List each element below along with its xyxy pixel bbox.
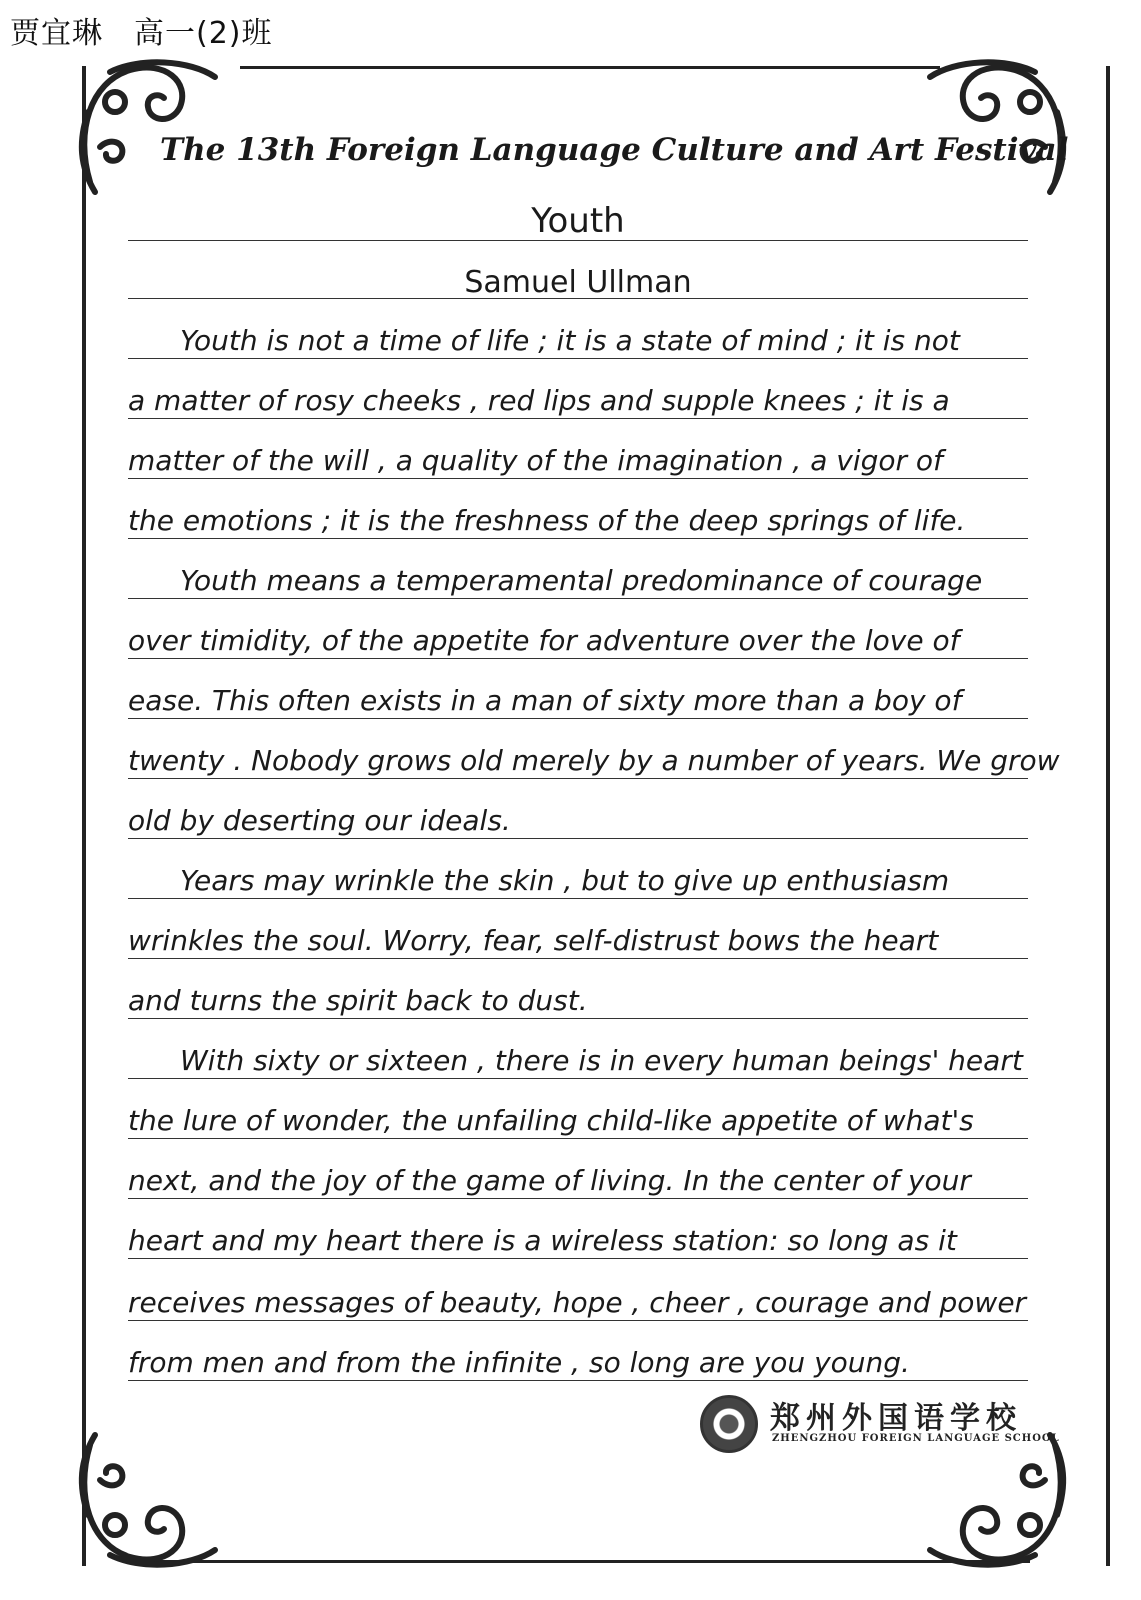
ruled-line xyxy=(128,1380,1028,1381)
poem-line: With sixty or sixteen , there is in every human beings' heart xyxy=(180,1044,1023,1077)
frame-top-border xyxy=(240,66,940,69)
poem-line: over timidity, of the appetite for adventure over the love of xyxy=(128,624,960,657)
poem-author: Samuel Ullman xyxy=(464,265,692,300)
ruled-line xyxy=(128,298,1028,299)
corner-ornament-top-right xyxy=(925,52,1075,202)
corner-ornament-bottom-left xyxy=(70,1425,220,1575)
festival-title: The 13th Foreign Language Culture and Art Festival xyxy=(160,132,1069,168)
poem-line: Years may wrinkle the skin , but to give up enthusiasm xyxy=(180,864,950,897)
poem-line: the emotions ; it is the freshness of the deep springs of life. xyxy=(128,504,966,537)
ruled-line xyxy=(128,958,1028,959)
poem-line: from men and from the infinite , so long are you young. xyxy=(128,1346,910,1379)
ruled-line xyxy=(128,1138,1028,1139)
ruled-line xyxy=(128,658,1028,659)
poem-line: receives messages of beauty, hope , cheer , courage and power xyxy=(128,1286,1027,1319)
poem-line: wrinkles the soul. Worry, fear, self-distrust bows the heart xyxy=(128,924,939,957)
poem-line: Youth means a temperamental predominance of courage xyxy=(180,564,983,597)
poem-line: heart and my heart there is a wireless station: so long as it xyxy=(128,1224,957,1257)
poem-line: twenty . Nobody grows old merely by a number of years. We grow xyxy=(128,744,1060,777)
ruled-line xyxy=(128,598,1028,599)
ruled-line xyxy=(128,1320,1028,1321)
poem-line: old by deserting our ideals. xyxy=(128,804,511,837)
poem-title: Youth xyxy=(531,201,625,241)
poem-line: the lure of wonder, the unfailing child-like appetite of what's xyxy=(128,1104,974,1137)
ruled-line xyxy=(128,1198,1028,1199)
poem-line: next, and the joy of the game of living. In the center of your xyxy=(128,1164,971,1197)
ruled-line xyxy=(128,358,1028,359)
frame-bottom-border xyxy=(150,1560,1030,1563)
poem-line: and turns the spirit back to dust. xyxy=(128,984,588,1017)
ruled-line xyxy=(128,538,1028,539)
school-logo-icon xyxy=(700,1395,758,1453)
ruled-line xyxy=(128,898,1028,899)
ruled-line xyxy=(128,478,1028,479)
poem-line: Youth is not a time of life ; it is a state of mind ; it is not xyxy=(180,324,960,357)
ruled-line xyxy=(128,1078,1028,1079)
ruled-line xyxy=(128,1258,1028,1259)
ruled-line xyxy=(128,240,1028,241)
school-seal xyxy=(700,1393,1060,1453)
poem-line: matter of the will , a quality of the imagination , a vigor of xyxy=(128,444,943,477)
corner-ornament-top-left xyxy=(70,52,220,202)
ruled-line xyxy=(128,838,1028,839)
ruled-line xyxy=(128,1018,1028,1019)
student-name-class: 贾宜琳 高一(2)班 xyxy=(10,16,273,51)
poem-line: a matter of rosy cheeks , red lips and supple knees ; it is a xyxy=(128,384,950,417)
school-name-english: ZHENGZHOU FOREIGN LANGUAGE SCHOOL xyxy=(772,1433,1060,1444)
ruled-line xyxy=(128,778,1028,779)
ruled-line xyxy=(128,418,1028,419)
poem-line: ease. This often exists in a man of sixty more than a boy of xyxy=(128,684,962,717)
ruled-line xyxy=(128,718,1028,719)
school-name-chinese: 郑州外国语学校 xyxy=(770,1401,1022,1436)
